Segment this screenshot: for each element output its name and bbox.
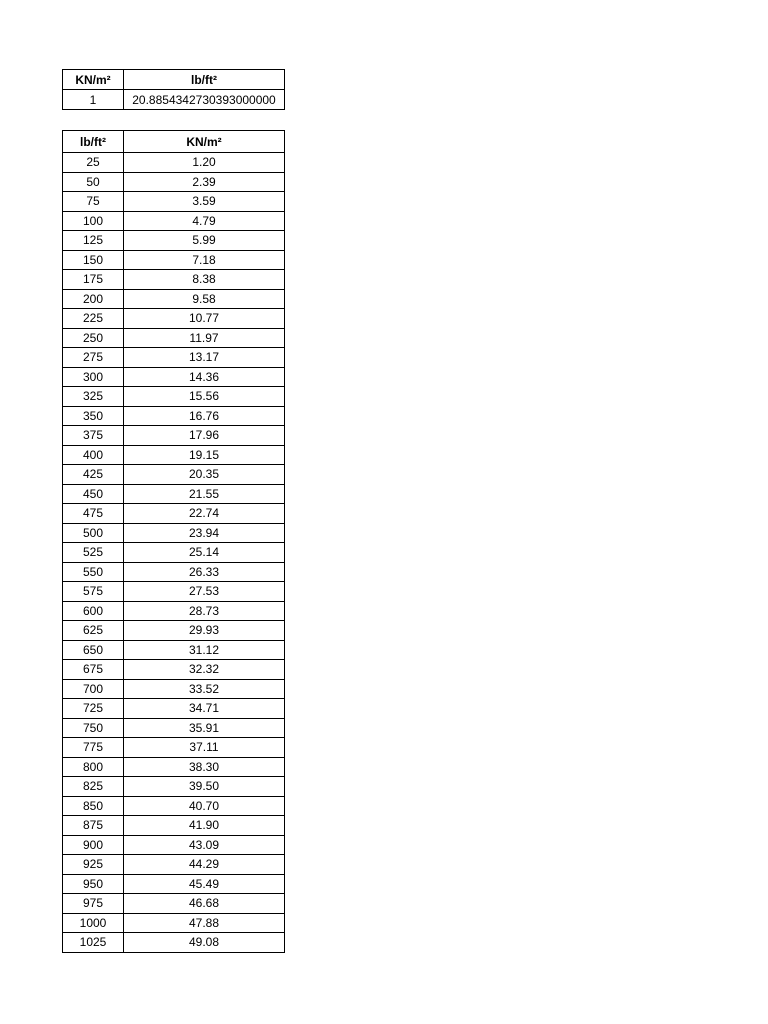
knm2-cell: 13.17	[124, 348, 285, 368]
lbft2-cell: 250	[63, 328, 124, 348]
lbft2-cell: 100	[63, 211, 124, 231]
lbft2-cell: 875	[63, 816, 124, 836]
knm2-cell: 29.93	[124, 621, 285, 641]
knm2-cell: 34.71	[124, 699, 285, 719]
conversion-header-lbft2: lb/ft²	[63, 131, 124, 153]
lbft2-cell: 400	[63, 445, 124, 465]
table-row	[63, 465, 285, 485]
lbft2-cell: 475	[63, 504, 124, 524]
knm2-cell: 45.49	[124, 874, 285, 894]
table-row	[63, 777, 285, 797]
knm2-cell: 3.59	[124, 192, 285, 212]
lbft2-cell: 200	[63, 289, 124, 309]
factor-knm2-value: 1	[63, 90, 124, 110]
table-row	[63, 211, 285, 231]
lbft2-cell: 300	[63, 367, 124, 387]
table-row	[63, 679, 285, 699]
table-row	[63, 621, 285, 641]
table-row	[63, 816, 285, 836]
knm2-cell: 11.97	[124, 328, 285, 348]
table-row	[63, 192, 285, 212]
knm2-cell: 37.11	[124, 738, 285, 758]
table-row	[63, 543, 285, 563]
lbft2-cell: 600	[63, 601, 124, 621]
conversion-header-knm2: KN/m²	[124, 131, 285, 153]
knm2-cell: 14.36	[124, 367, 285, 387]
lbft2-cell: 625	[63, 621, 124, 641]
lbft2-cell: 900	[63, 835, 124, 855]
lbft2-cell: 575	[63, 582, 124, 602]
lbft2-cell: 450	[63, 484, 124, 504]
knm2-cell: 31.12	[124, 640, 285, 660]
table-row	[63, 523, 285, 543]
knm2-cell: 15.56	[124, 387, 285, 407]
lbft2-cell: 925	[63, 855, 124, 875]
knm2-cell: 39.50	[124, 777, 285, 797]
table-row	[63, 757, 285, 777]
table-row	[63, 855, 285, 875]
lbft2-cell: 675	[63, 660, 124, 680]
factor-row	[63, 90, 285, 110]
knm2-cell: 28.73	[124, 601, 285, 621]
knm2-cell: 1.20	[124, 153, 285, 173]
conversion-header-row	[63, 131, 285, 153]
knm2-cell: 16.76	[124, 406, 285, 426]
knm2-cell: 8.38	[124, 270, 285, 290]
knm2-cell: 35.91	[124, 718, 285, 738]
knm2-cell: 38.30	[124, 757, 285, 777]
lbft2-cell: 125	[63, 231, 124, 251]
lbft2-cell: 975	[63, 894, 124, 914]
table-row	[63, 153, 285, 173]
knm2-cell: 44.29	[124, 855, 285, 875]
factor-header-row	[63, 70, 285, 90]
knm2-cell: 20.35	[124, 465, 285, 485]
table-row	[63, 796, 285, 816]
table-row	[63, 231, 285, 251]
table-row	[63, 874, 285, 894]
knm2-cell: 23.94	[124, 523, 285, 543]
knm2-cell: 32.32	[124, 660, 285, 680]
lbft2-cell: 150	[63, 250, 124, 270]
knm2-cell: 49.08	[124, 933, 285, 953]
knm2-cell: 25.14	[124, 543, 285, 563]
knm2-cell: 41.90	[124, 816, 285, 836]
table-row	[63, 309, 285, 329]
knm2-cell: 33.52	[124, 679, 285, 699]
knm2-cell: 22.74	[124, 504, 285, 524]
table-row	[63, 601, 285, 621]
knm2-cell: 10.77	[124, 309, 285, 329]
factor-header-lbft2: lb/ft²	[124, 70, 285, 90]
table-row	[63, 289, 285, 309]
lbft2-to-knm2-table	[62, 130, 285, 953]
lbft2-cell: 175	[63, 270, 124, 290]
knm2-cell: 46.68	[124, 894, 285, 914]
table-row	[63, 387, 285, 407]
table-row	[63, 562, 285, 582]
table-row	[63, 426, 285, 446]
lbft2-cell: 25	[63, 153, 124, 173]
knm2-cell: 19.15	[124, 445, 285, 465]
table-row	[63, 367, 285, 387]
lbft2-cell: 775	[63, 738, 124, 758]
table-row	[63, 172, 285, 192]
table-row	[63, 835, 285, 855]
knm2-cell: 40.70	[124, 796, 285, 816]
table-row	[63, 738, 285, 758]
lbft2-cell: 950	[63, 874, 124, 894]
conversion-factor-table	[62, 69, 285, 110]
knm2-cell: 9.58	[124, 289, 285, 309]
knm2-cell: 4.79	[124, 211, 285, 231]
factor-header-knm2: KN/m²	[63, 70, 124, 90]
factor-lbft2-value: 20.8854342730393000000	[124, 90, 285, 110]
lbft2-cell: 350	[63, 406, 124, 426]
table-row	[63, 913, 285, 933]
table-row	[63, 699, 285, 719]
table-row	[63, 484, 285, 504]
knm2-cell: 43.09	[124, 835, 285, 855]
knm2-cell: 2.39	[124, 172, 285, 192]
lbft2-cell: 1000	[63, 913, 124, 933]
lbft2-cell: 375	[63, 426, 124, 446]
lbft2-cell: 550	[63, 562, 124, 582]
table-row	[63, 445, 285, 465]
knm2-cell: 21.55	[124, 484, 285, 504]
lbft2-cell: 800	[63, 757, 124, 777]
lbft2-cell: 725	[63, 699, 124, 719]
knm2-cell: 5.99	[124, 231, 285, 251]
lbft2-cell: 525	[63, 543, 124, 563]
lbft2-cell: 75	[63, 192, 124, 212]
knm2-cell: 7.18	[124, 250, 285, 270]
knm2-cell: 27.53	[124, 582, 285, 602]
lbft2-cell: 225	[63, 309, 124, 329]
lbft2-cell: 1025	[63, 933, 124, 953]
conversion-table-body	[63, 153, 285, 953]
lbft2-cell: 50	[63, 172, 124, 192]
table-row	[63, 348, 285, 368]
lbft2-cell: 325	[63, 387, 124, 407]
lbft2-cell: 425	[63, 465, 124, 485]
lbft2-cell: 825	[63, 777, 124, 797]
lbft2-cell: 750	[63, 718, 124, 738]
lbft2-cell: 850	[63, 796, 124, 816]
table-row	[63, 250, 285, 270]
table-row	[63, 270, 285, 290]
lbft2-cell: 650	[63, 640, 124, 660]
knm2-cell: 47.88	[124, 913, 285, 933]
table-row	[63, 718, 285, 738]
table-row	[63, 406, 285, 426]
lbft2-cell: 500	[63, 523, 124, 543]
table-row	[63, 660, 285, 680]
table-row	[63, 640, 285, 660]
table-row	[63, 894, 285, 914]
table-row	[63, 504, 285, 524]
lbft2-cell: 700	[63, 679, 124, 699]
table-row	[63, 933, 285, 953]
knm2-cell: 26.33	[124, 562, 285, 582]
knm2-cell: 17.96	[124, 426, 285, 446]
lbft2-cell: 275	[63, 348, 124, 368]
table-row	[63, 328, 285, 348]
table-row	[63, 582, 285, 602]
